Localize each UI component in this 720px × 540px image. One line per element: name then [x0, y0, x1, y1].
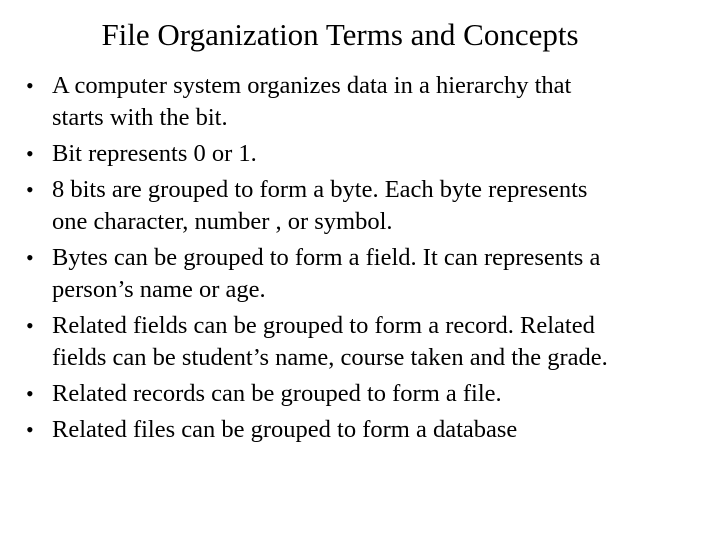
- bullet-item: [26, 242, 706, 306]
- bullet-icon: •: [26, 313, 34, 338]
- bullet-icon: •: [26, 141, 34, 166]
- bullet-text-line: one character, number , or symbol.: [52, 208, 393, 235]
- bullet-text-line: Bytes can be grouped to form a field. It can represents a: [52, 244, 601, 271]
- bullet-text-line: 8 bits are grouped to form a byte. Each byte represents: [52, 176, 588, 203]
- bullet-item: [26, 378, 706, 410]
- bullet-text-line: Related fields can be grouped to form a record. Related: [52, 312, 595, 339]
- bullet-icon: •: [26, 381, 34, 406]
- slide-title: File Organization Terms and Concepts: [101, 17, 579, 52]
- bullet-text-line: Related records can be grouped to form a file.: [52, 380, 502, 407]
- bullet-text-line: A computer system organizes data in a hierarchy that: [52, 72, 572, 99]
- bullet-text-line: starts with the bit.: [52, 104, 228, 131]
- bullet-item: [26, 310, 706, 374]
- bullet-text-line: person’s name or age.: [52, 276, 266, 303]
- bullet-list: [26, 70, 706, 450]
- bullet-text-line: Related files can be grouped to form a database: [52, 416, 518, 443]
- bullet-item: [26, 70, 706, 134]
- bullet-icon: •: [26, 73, 34, 98]
- bullet-item: [26, 138, 706, 170]
- bullet-icon: •: [26, 245, 34, 270]
- bullet-item: [26, 414, 706, 446]
- bullet-text-line: fields can be student’s name, course taken and the grade.: [52, 344, 608, 371]
- bullet-text-line: Bit represents 0 or 1.: [52, 140, 257, 167]
- bullet-icon: •: [26, 417, 34, 442]
- bullet-icon: •: [26, 177, 34, 202]
- bullet-item: [26, 174, 706, 238]
